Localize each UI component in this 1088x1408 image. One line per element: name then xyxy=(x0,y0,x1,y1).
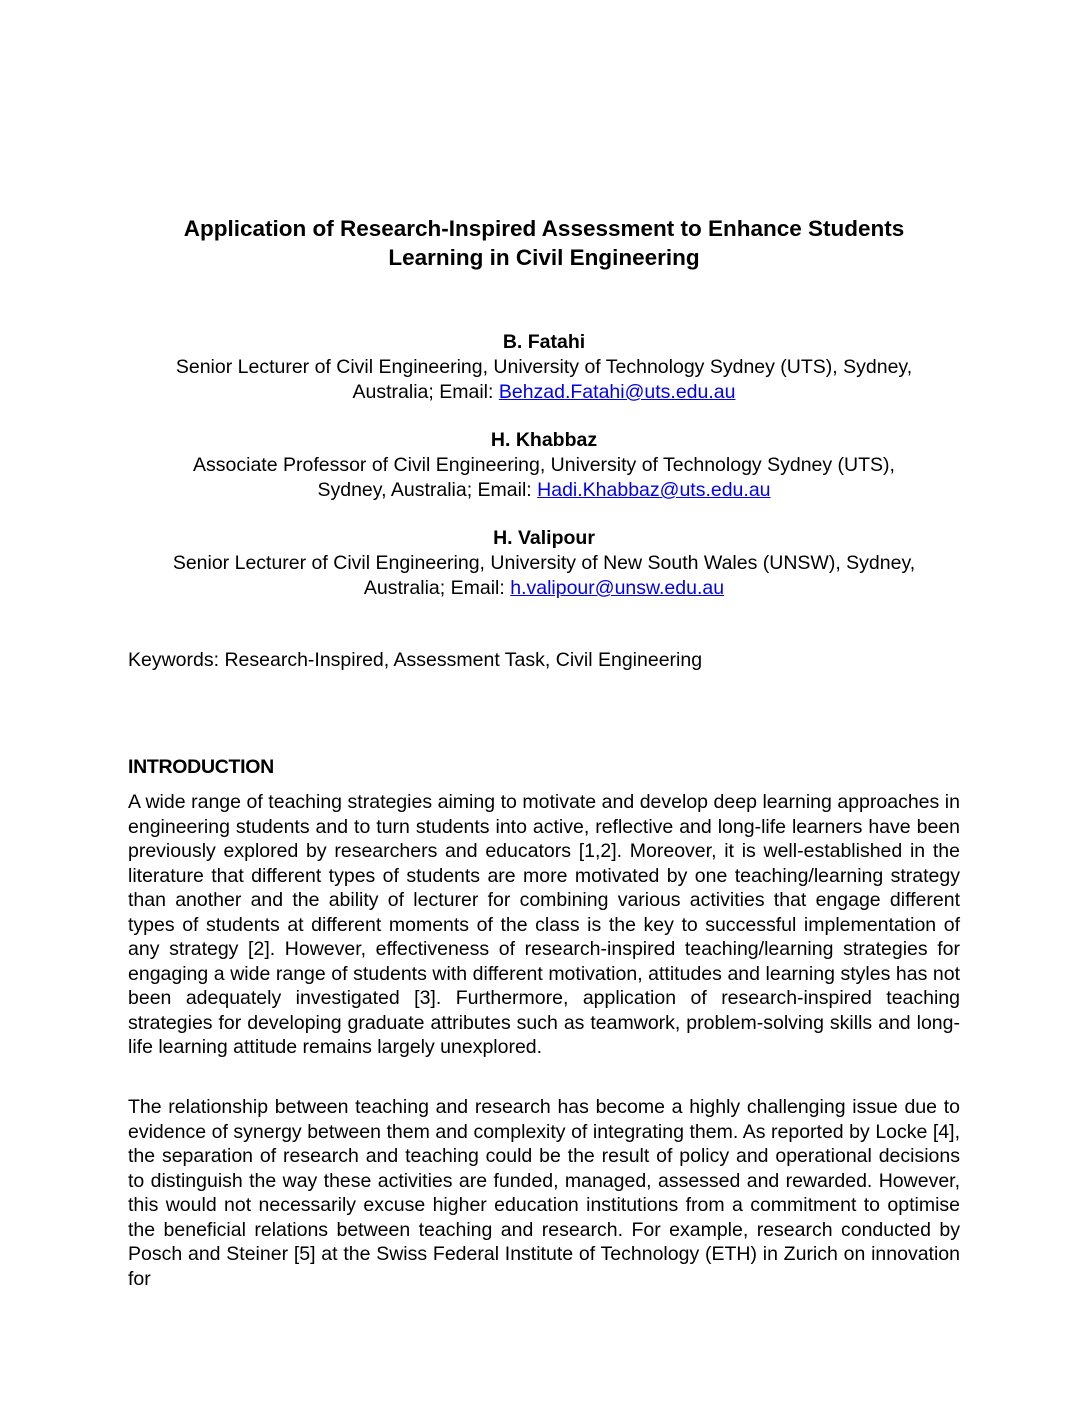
author-email-link[interactable]: Hadi.Khabbaz@uts.edu.au xyxy=(537,479,771,501)
body-paragraph: A wide range of teaching strategies aiming to motivate and develop deep learning approaches in engineering students and to turn students into active, reflective and long-life learners have been previously explored by researchers and educators [1,2]. Moreover, it is well-established in the literature that different types of students are more motivated by one teaching/learning strategy than another and the ability of lecturer for combining various activities that engage different types of students at different moments of the class is the key to successful implementation of any strategy [2]. However, effectiveness of research-inspired teaching/learning strategies for engaging a wide range of students with different motivation, attitudes and learning styles has not been adequately investigated [3]. Furthermore, application of research-inspired teaching strategies for developing graduate attributes such as teamwork, problem-solving skills and long-life learning attitude remains largely unexplored. xyxy=(128,791,960,1058)
author-block-2 xyxy=(110,428,978,503)
author-block-1 xyxy=(110,330,978,405)
author-contact xyxy=(110,576,978,601)
author-name: H. Khabbaz xyxy=(490,429,598,451)
author-contact-prefix: Sydney, Australia; Email: xyxy=(317,479,538,501)
paper-title xyxy=(120,214,968,272)
section-heading: INTRODUCTION xyxy=(128,756,274,778)
author-contact xyxy=(110,478,978,503)
author-affiliation: Associate Professor of Civil Engineering, University of Technology Sydney (UTS), xyxy=(193,454,895,476)
author-name: H. Valipour xyxy=(493,527,595,549)
title-line-2: Learning in Civil Engineering xyxy=(388,245,700,270)
author-contact-prefix: Australia; Email: xyxy=(363,577,511,599)
author-email-link[interactable]: Behzad.Fatahi@uts.edu.au xyxy=(498,381,736,403)
author-email-link[interactable]: h.valipour@unsw.edu.au xyxy=(510,577,725,599)
author-affiliation: Senior Lecturer of Civil Engineering, University of New South Wales (UNSW), Sydney, xyxy=(172,552,916,574)
author-contact xyxy=(110,380,978,405)
title-line-1: Application of Research-Inspired Assessment to Enhance Students xyxy=(183,216,905,241)
author-affiliation: Senior Lecturer of Civil Engineering, University of Technology Sydney (UTS), Sydney, xyxy=(175,356,913,378)
keywords-line: Keywords: Research-Inspired, Assessment Task, Civil Engineering xyxy=(128,649,703,671)
author-contact-prefix: Australia; Email: xyxy=(352,381,499,403)
author-name: B. Fatahi xyxy=(502,331,586,353)
body-paragraph: The relationship between teaching and research has become a highly challenging issue due to evidence of synergy between them and complexity of integrating them. As reported by Locke [4], the separation of research and teaching could be the result of policy and operational decisions to distinguish the way these activities are funded, managed, assessed and rewarded. However, this would not necessarily excuse higher education institutions from a commitment to optimise the beneficial relations between teaching and research. For example, research conducted by Posch and Steiner [5] at the Swiss Federal Institute of Technology (ETH) in Zurich on innovation for xyxy=(128,1096,960,1290)
author-block-3 xyxy=(110,526,978,601)
